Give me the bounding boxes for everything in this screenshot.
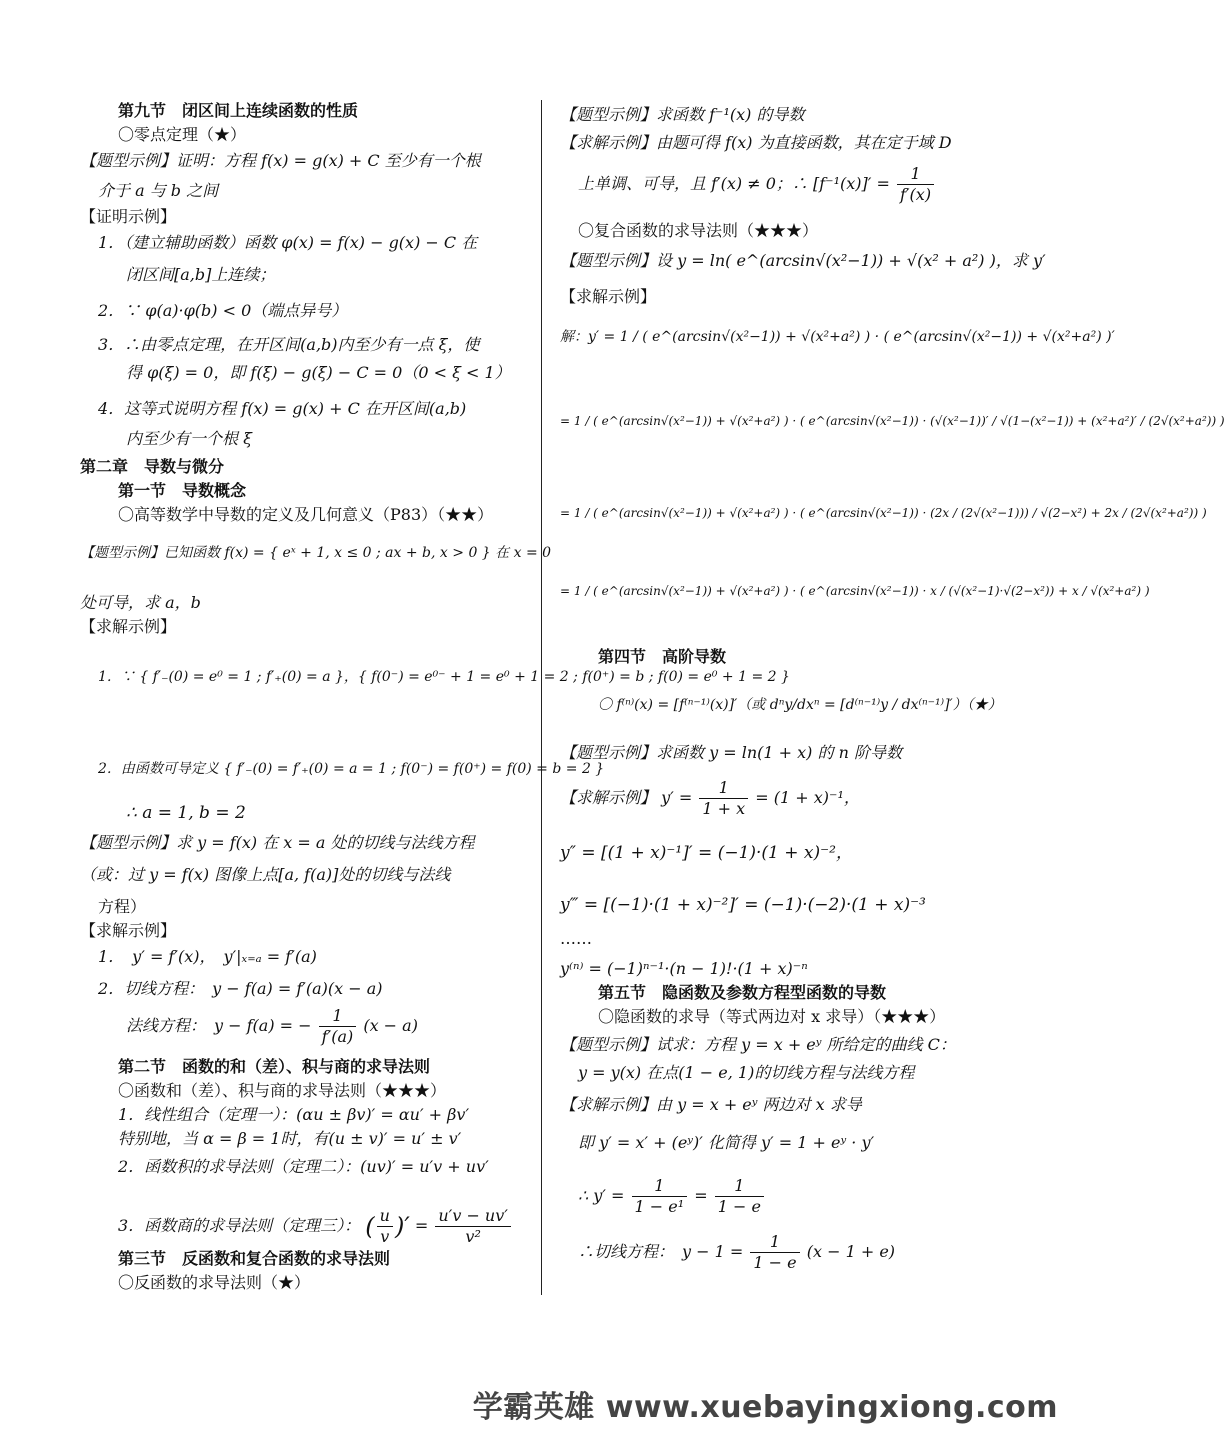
inverse-solution-line1: 【求解示例】由题可得 f(x) 为直接函数，其在定于域 D [560,133,952,152]
tangent-numerator: 1 [750,1232,799,1253]
section-4-title: 第四节 高阶导数 [598,647,727,666]
hd-step1-denominator: 1 + x [702,799,746,818]
sec9-step3-line2: 得 φ(ξ) = 0，即 f(ξ) − g(ξ) − C = 0（0 < ξ < 1） [126,363,511,382]
sec1-solution1-step2: 2．由函数可导定义 { f′₋(0) = f′₊(0) = a = 1 ; f(0⁻) = f(0⁺) = f(0) = b = 2 } [98,761,605,777]
higher-derivative-step1 [560,778,860,819]
composite-example: 【题型示例】设 y = ln( e^(arcsin√(x²−1)) + √(x² + a²) )，求 y′ [560,251,1046,270]
implicit-fraction-2 [715,1176,764,1217]
sec1-normal-line-equation [126,1006,418,1047]
sec9-step1-line2: 闭区间[a,b]上连续； [126,265,276,284]
normal-line-denominator: f′(a) [321,1027,354,1046]
quotient-uv-fraction [377,1206,393,1247]
implicit-fraction-1-numerator: 1 [632,1176,688,1197]
hd-step1-label: 【求解示例】 y′ = [560,788,693,807]
sec1-solution2-step2: 2．切线方程： y − f(a) = f′(a)(x − a) [98,979,383,998]
quotient-v: v [380,1227,390,1246]
section-5-title: 第五节 隐函数及参数方程型函数的导数 [598,983,887,1002]
implicit-fraction-1 [632,1176,688,1217]
sec1-example2-line3: 方程） [98,897,147,916]
sec9-step2: 2．∵ φ(a)·φ(b) < 0（端点异号） [98,301,348,320]
inverse-example: 【题型示例】求函数 f⁻¹(x) 的导数 [560,105,805,124]
inverse-solution-text: 上单调、可导，且 f′(x) ≠ 0；∴ [f⁻¹(x)]′ = [578,174,890,193]
tangent-label: ∴切线方程： y − 1 = [578,1242,744,1261]
higher-derivative-example: 【题型示例】求函数 y = ln(1 + x) 的 n 阶导数 [560,743,902,762]
sec1-example1-line2: 处可导，求 a，b [80,593,201,612]
implicit-yprime-label: ∴ y′ = [578,1186,625,1205]
implicit-tangent-line [578,1232,895,1273]
sec1-solution2-step1: 1． y′ = f′(x)， y′|ₓ₌ₐ = f′(a) [98,947,317,966]
quotient-label: 3．函数商的求导法则（定理三）： [118,1216,361,1235]
sum-product-rule-topic: 〇函数和（差）、积与商的求导法则（★★★） [118,1081,447,1100]
derivative-definition-topic: 〇高等数学中导数的定义及几何意义（P83）（★★） [118,505,494,524]
section-9-title: 第九节 闭区间上连续函数的性质 [118,101,359,120]
sec9-example-line1: 【题型示例】证明：方程 f(x) = g(x) + C 至少有一个根 [80,151,481,170]
quotient-equals: = [414,1216,429,1235]
composite-rule-topic: 〇复合函数的求导法则（★★★） [578,221,819,240]
normal-line-tail: (x − a) [363,1016,418,1035]
sec9-step3-line1: 3．∴由零点定理，在开区间(a,b)内至少有一点 ξ，使 [98,335,480,354]
implicit-solution-line1: 【求解示例】由 y = x + eʸ 两边对 x 求导 [560,1095,862,1114]
sec1-example1-line1: 【题型示例】已知函数 f(x) = { eˣ + 1, x ≤ 0 ; ax + b, x > 0 } 在 x = 0 [80,545,552,561]
implicit-fraction-2-denominator: 1 − e [717,1197,761,1216]
inverse-derivative-fraction [897,164,934,205]
implicit-fraction-2-numerator: 1 [715,1176,764,1197]
section-3-title: 第三节 反函数和复合函数的求导法则 [118,1249,391,1268]
composite-step4: = 1 / ( e^(arcsin√(x²−1)) + √(x²+a²) ) · ( e^(arcsin√(x²−1)) · x / (√(x²−1)·√(2−x²)) + x / √(x²+a²) ) [560,584,1150,598]
composite-step1: 解：y′ = 1 / ( e^(arcsin√(x²−1)) + √(x²+a²) ) · ( e^(arcsin√(x²−1)) + √(x²+a²) )′ [560,329,1115,345]
inverse-fraction-numerator: 1 [897,164,934,185]
implicit-solution-line3 [578,1176,766,1217]
quotient-result-numerator: u′v − uv′ [435,1206,511,1227]
inverse-solution-line2 [578,164,936,205]
inverse-fraction-denominator: f′(x) [900,185,932,204]
implicit-equals: = [694,1186,708,1205]
higher-derivative-step3: y‴ = [(−1)·(1 + x)⁻²]′ = (−1)·(−2)·(1 + x)⁻³ [560,895,926,915]
rule-quotient [118,1206,513,1247]
normal-line-label: 法线方程： y − f(a) = − [126,1016,312,1035]
higher-derivative-step2: y″ = [(1 + x)⁻¹]′ = (−1)·(1 + x)⁻²， [560,843,853,863]
watermark: 学霸英雄 www.xuebayingxiong.com [472,1390,1058,1425]
sec1-solution1-result: ∴ a = 1, b = 2 [126,803,246,823]
hd-step1-tail: = (1 + x)⁻¹， [755,788,860,807]
higher-derivative-definition: 〇 f⁽ⁿ⁾(x) = [f⁽ⁿ⁻¹⁾(x)]′（或 dⁿy/dxⁿ = [d⁽ⁿ⁻¹⁾y / dx⁽ⁿ⁻¹⁾]′）（★） [598,697,1002,713]
implicit-fraction-1-denominator: 1 − e¹ [634,1197,685,1216]
implicit-example-line2: y = y(x) 在点(1 − e, 1)的切线方程与法线方程 [578,1063,915,1082]
higher-derivative-ellipsis: …… [560,929,592,948]
composite-step3: = 1 / ( e^(arcsin√(x²−1)) + √(x²+a²) ) · ( e^(arcsin√(x²−1)) · (2x / (2√(x²−1))) / √(2−x²) + 2x / (2√(x²+a²)) ) [560,506,1207,520]
column-divider [541,100,542,1295]
quotient-result-fraction [435,1206,511,1247]
sec1-solution1-heading: 【求解示例】 [80,617,177,636]
sec9-proof-heading: 【证明示例】 [80,207,177,226]
implicit-derivative-topic: 〇隐函数的求导（等式两边对 x 求导）（★★★） [598,1007,946,1026]
rule-product: 2．函数积的求导法则（定理二）：(uv)′ = u′v + uv′ [118,1157,489,1176]
composite-solution-heading: 【求解示例】 [560,287,657,306]
composite-step2: = 1 / ( e^(arcsin√(x²−1)) + √(x²+a²) ) · ( e^(arcsin√(x²−1)) · (√(x²−1))′ / √(1−(x²−1)) + (x²+a²)′ / (2√(x²+a²)) ) [560,414,1225,428]
chapter-2-title: 第二章 导数与微分 [80,457,225,476]
implicit-example-line1: 【题型示例】试求：方程 y = x + eʸ 所给定的曲线 C： [560,1035,956,1054]
hd-step1-numerator: 1 [699,778,748,799]
sec9-step4-line1: 4．这等式说明方程 f(x) = g(x) + C 在开区间(a,b) [98,399,467,418]
implicit-solution-line2: 即 y′ = x′ + (eʸ)′ 化简得 y′ = 1 + eʸ · y′ [578,1133,875,1152]
quotient-result-denominator: v² [465,1227,481,1246]
sec1-solution2-heading: 【求解示例】 [80,921,177,940]
inverse-function-rule-topic: 〇反函数的求导法则（★） [118,1273,311,1292]
sec1-example2-line1: 【题型示例】求 y = f(x) 在 x = a 处的切线与法线方程 [80,833,475,852]
section-2-title: 第二节 函数的和（差）、积与商的求导法则 [118,1057,431,1076]
sec1-example2-line2: （或：过 y = f(x) 图像上点[a, f(a)]处的切线与法线 [80,865,451,884]
quotient-open-paren: ( [365,1212,375,1241]
section-1-title: 第一节 导数概念 [118,481,247,500]
sec9-step4-line2: 内至少有一个根 ξ [126,429,252,448]
rule-special-case: 特别地，当 α = β = 1时，有(u ± v)′ = u′ ± v′ [118,1129,462,1148]
hd-step1-fraction [699,778,748,819]
tangent-tail: (x − 1 + e) [806,1242,896,1261]
normal-line-numerator: 1 [319,1006,357,1027]
zero-point-theorem: 〇零点定理（★） [118,125,247,144]
quotient-u: u [377,1206,393,1227]
rule-linear-combination: 1．线性组合（定理一）：(αu ± βv)′ = αu′ + βv′ [118,1105,470,1124]
sec9-example-line2: 介于 a 与 b 之间 [98,181,219,200]
higher-derivative-nth: y⁽ⁿ⁾ = (−1)ⁿ⁻¹·(n − 1)!·(1 + x)⁻ⁿ [560,959,808,978]
quotient-close-paren: )′ [394,1212,410,1241]
tangent-fraction [750,1232,799,1273]
normal-line-fraction [319,1006,357,1047]
sec9-step1-line1: 1．（建立辅助函数）函数 φ(x) = f(x) − g(x) − C 在 [98,233,478,252]
tangent-denominator: 1 − e [753,1253,797,1272]
sec1-solution1-step1: 1．∵ { f′₋(0) = e⁰ = 1 ; f′₊(0) = a }，{ f(0⁻) = e⁰⁻ + 1 = e⁰ + 1 = 2 ; f(0⁺) = b ; f(0) = e⁰ + 1 = 2 } [98,669,790,685]
